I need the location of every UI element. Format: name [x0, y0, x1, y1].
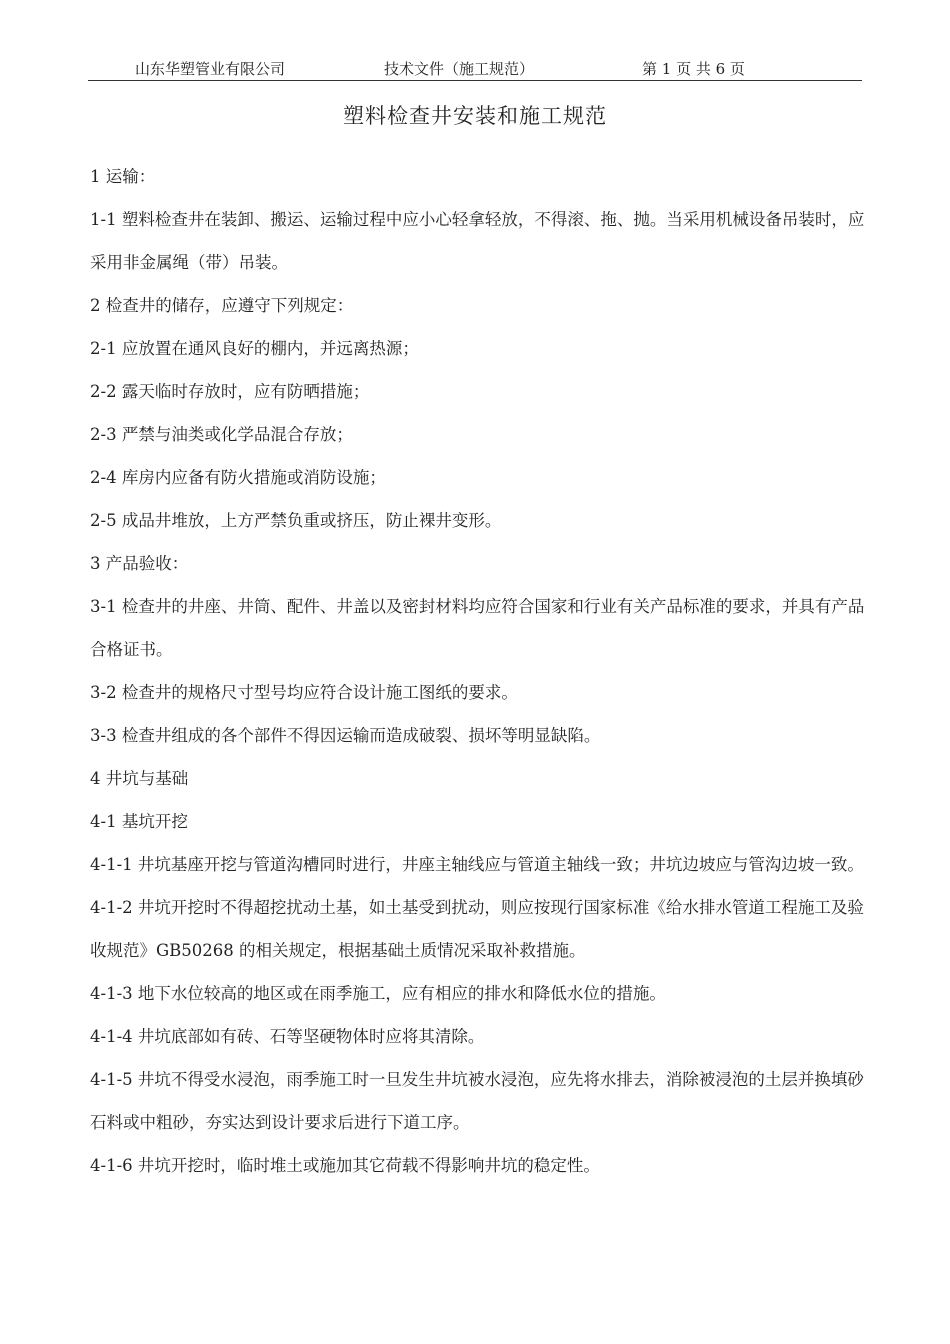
section-heading: 3 产品验收：: [90, 554, 189, 573]
document-body: [90, 155, 865, 1187]
clause-paragraph: 3-3 检查井组成的各个部件不得因运输而造成破裂、损坏等明显缺陷。: [90, 726, 601, 745]
header-company: 山东华塑管业有限公司: [135, 60, 286, 78]
clause-paragraph: 2-5 成品井堆放，上方严禁负重或挤压，防止裸井变形。: [90, 511, 502, 530]
subsection-heading: 4-1 基坑开挖: [90, 812, 188, 831]
header-page-info: 第 1 页 共 6 页: [642, 60, 745, 78]
clause-paragraph: 4-1-3 地下水位较高的地区或在雨季施工，应有相应的排水和降低水位的措施。: [90, 984, 666, 1003]
clause-paragraph: 3-1 检查井的井座、井筒、配件、井盖以及密封材料均应符合国家和行业有关产品标准的要求，并具有产品合格证书。: [90, 597, 865, 659]
page-header: [88, 58, 862, 81]
clause-paragraph: 2-1 应放置在通风良好的棚内，并远离热源；: [90, 339, 419, 358]
section-heading: 1 运输：: [90, 167, 156, 186]
section-heading: 2 检查井的储存，应遵守下列规定：: [90, 296, 354, 315]
clause-paragraph: 2-2 露天临时存放时，应有防晒措施；: [90, 382, 370, 401]
clause-paragraph: 4-1-6 井坑开挖时，临时堆土或施加其它荷载不得影响井坑的稳定性。: [90, 1156, 600, 1175]
clause-paragraph: 4-1-2 井坑开挖时不得超挖扰动土基，如土基受到扰动，则应按现行国家标准《给水排水管道工程施工及验收规范》GB50268 的相关规定，根据基础土质情况采取补救措施。: [90, 898, 864, 960]
clause-paragraph: 2-4 库房内应备有防火措施或消防设施；: [90, 468, 386, 487]
clause-paragraph: 4-1-4 井坑底部如有砖、石等坚硬物体时应将其清除。: [90, 1027, 485, 1046]
clause-paragraph: 4-1-1 井坑基座开挖与管道沟槽同时进行，井座主轴线应与管道主轴线一致；井坑边坡应与管沟边坡一致。: [90, 855, 864, 874]
section-heading: 4 井坑与基础: [90, 769, 189, 788]
clause-paragraph: 2-3 严禁与油类或化学品混合存放；: [90, 425, 353, 444]
clause-paragraph: 4-1-5 井坑不得受水浸泡，雨季施工时一旦发生井坑被水浸泡，应先将水排去，消除被浸泡的土层并换填砂石料或中粗砂，夯实达到设计要求后进行下道工序。: [90, 1070, 864, 1132]
clause-paragraph: 1-1 塑料检查井在装卸、搬运、运输过程中应小心轻拿轻放，不得滚、拖、抛。当采用机械设备吊装时，应采用非金属绳（带）吊装。: [90, 210, 865, 272]
clause-paragraph: 3-2 检查井的规格尺寸型号均应符合设计施工图纸的要求。: [90, 683, 518, 702]
header-doc-type: 技术文件（施工规范）: [384, 60, 535, 78]
document-title: 塑料检查井安装和施工规范: [343, 104, 607, 128]
